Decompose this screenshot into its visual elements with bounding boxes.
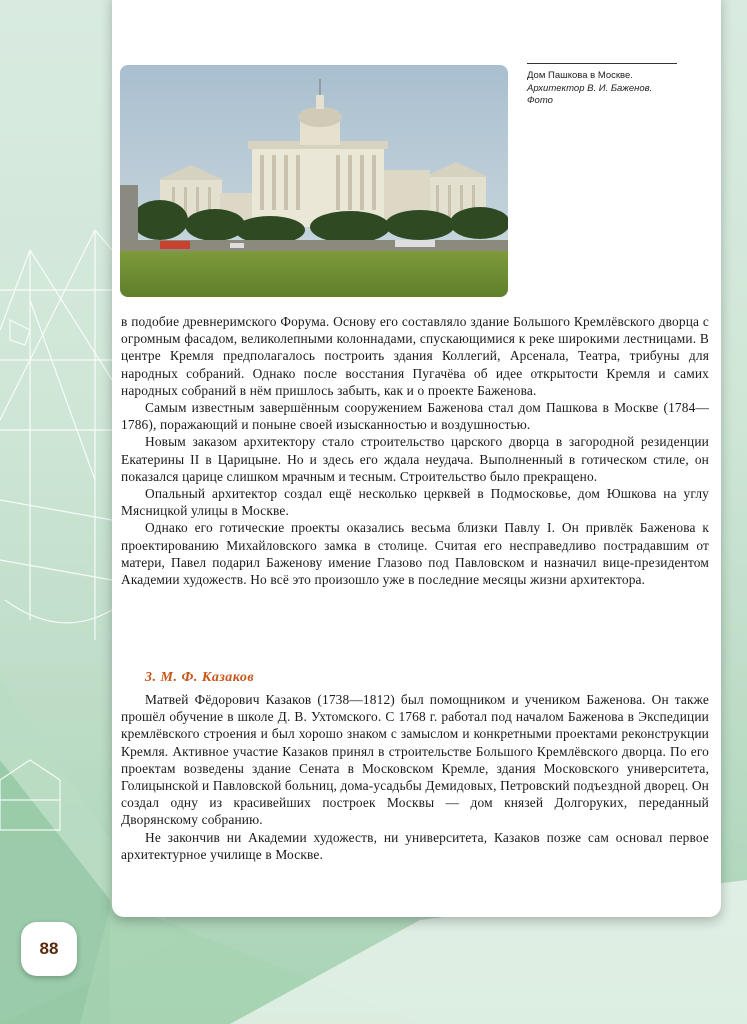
paragraph: Опальный архитектор создал ещё несколько церквей в Подмосковье, дом Юшкова на углу Мясницкой улицы в Москве. xyxy=(121,486,709,519)
section-heading: 3. М. Ф. Казаков xyxy=(145,670,255,685)
paragraph: Матвей Фёдорович Казаков (1738—1812) был помощником и учеником Баженова. Он также прошёл обучение в школе Д. В. Ухтомского. С 1768 г. работал под началом Баженова в Экспедиции кремлёвского строения и был хорошо знаком с замыслом и конкретными проектами реконструкции Кремля. Активное участие Казаков принял в строительстве Большого Кремлёвского дворца. По его проектам возведены здание Сената в Московском Кремле, здания Московского университета, Голицынской и Павловской больниц, дома-усадьбы Демидовых, Петровский подъездной дворец. Он создал одну из красивейших построек Москвы — дом князей Долгоруких, переданный Дворянскому собранию. xyxy=(121,692,709,828)
caption-architect: Архитектор В. И. Баженов. xyxy=(527,82,653,94)
paragraph: Однако его готические проекты оказались весьма близки Павлу I. Он привлёк Баженова к проектированию Михайловского замка в столице. Считая его несправедливо пострадавшим от матери, Павел подарил Баженову имение Глазово под Павловском и назначил вице-президентом Академии художеств. Но всё это произошло уже в последние месяцы жизни архитектора. xyxy=(121,520,709,588)
pashkov-house-photo xyxy=(120,65,508,297)
caption-title: Дом Пашкова в Москве. xyxy=(527,70,633,81)
caption-type: Фото xyxy=(527,95,553,106)
photo-caption xyxy=(527,70,702,108)
caption-rule xyxy=(527,63,677,64)
paragraph: в подобие древнеримского Форума. Основу его составляло здание Большого Кремлёвского дворца с огромным фасадом, великолепными колоннадами, спускающимися к реке широкими лестницами. В центре Кремля предполагалось построить здания Коллегий, Арсенала, Театра, трибуны для народных собраний. Однако после восстания Пугачёва об идее открытости Кремля и самих народных собраний в нём пришлось забыть, как и о проекте Баженова. xyxy=(121,314,709,398)
paragraph: Не закончив ни Академии художеств, ни университета, Казаков позже сам основал первое архитектурное училище в Москве. xyxy=(121,829,709,862)
paragraph: Новым заказом архитектору стало строительство царского дворца в загородной резиденции Екатерины II в Царицыне. Но и здесь его ждала неудача. Выполненный в готическом стиле, он показался царице слишком мрачным и тесным. Строительство было прекращено. xyxy=(121,434,709,484)
paragraph: Самым известным завершённым сооружением Баженова стал дом Пашкова в Москве (1784—1786), поражающий и поныне своей изысканностью и воздушностью. xyxy=(121,400,709,433)
main-text-top xyxy=(121,313,709,588)
page-number: 88 xyxy=(21,922,77,976)
main-text-bottom xyxy=(121,691,709,863)
